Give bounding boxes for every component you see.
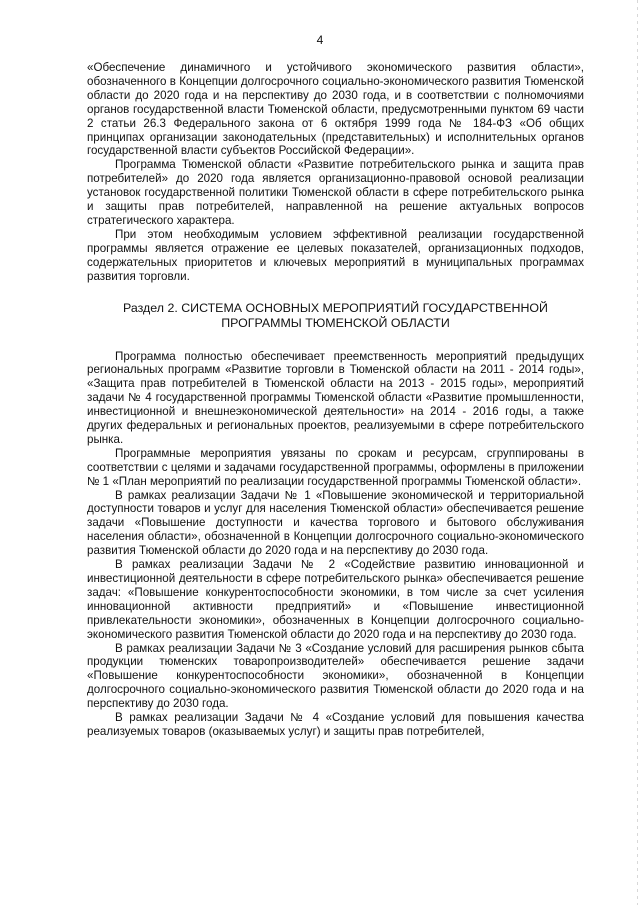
paragraph-task-3: В рамках реализации Задачи № 3 «Создание условий для расширения рынков сбыта продукции тюменских товаропроизводителей» обеспечивается решение задачи «Повышение конкурентоспособности экономики», обозначенной в Концепции долгосрочного социально-экономического развития Тюменской области до 2020 года и на перспективу до 2030 года. bbox=[87, 641, 584, 711]
paragraph-program-basis: Программа Тюменской области «Развитие потребительского рынка и защита прав потребителей» до 2020 года является организационно-правовой основой реализации установок государственной политики Тюменской области в сфере потребительского рынка и защиты прав потребителей, направленной на решение актуальных вопросов стратегического характера. bbox=[87, 158, 584, 227]
paragraph-continuation: «Обеспечение динамичного и устойчивого экономического развития области», обозначенного в Концепции долгосрочного социально-экономического развития Тюменской области до 2020 года и на перспективу до 2030 года, и в соответствии с полномочиями органов государственной власти Тюменской области, предусмотренными пунктом 69 части 2 статьи 26.3 Федерального закона от 6 октября 1999 года № 184-ФЗ «Об общих принципах организации законодательных (представительных) и исполнительных органов государственной власти субъектов Российской Федерации». bbox=[87, 61, 584, 158]
section-heading-line-2: ПРОГРАММЫ ТЮМЕНСКОЙ ОБЛАСТИ bbox=[221, 315, 450, 330]
paragraph-continuity: Программа полностью обеспечивает преемственность мероприятий предыдущих региональных программ «Развитие торговли в Тюменской области на 2011 - 2014 годы», «Защита прав потребителей в Тюменской области на 2013 - 2015 годы», мероприятий задачи № 4 государственной программы Тюменской области «Развитие промышленности, инвестиционной и внешнеэкономической деятельности» на 2014 - 2016 годы, а также других федеральных и региональных проектов, реализуемыми в сфере потребительского рынка. bbox=[87, 349, 584, 446]
paragraph-municipal-programs: При этом необходимым условием эффективной реализации государственной программы является отражение ее целевых показателей, организационных подходов, содержательных приоритетов и ключевых мероприятий в муниципальных программах развития торговли. bbox=[87, 227, 584, 283]
section-heading-line-1: Раздел 2. СИСТЕМА ОСНОВНЫХ МЕРОПРИЯТИЙ ГОСУДАРСТВЕННОЙ bbox=[123, 300, 548, 315]
paragraph-activities-linked: Программные мероприятия увязаны по срокам и ресурсам, сгруппированы в соответствии с целями и задачами государственной программы, оформлены в приложении № 1 «План мероприятий по реализации государственной программы Тюменской области». bbox=[87, 446, 584, 488]
document-body bbox=[87, 61, 584, 739]
scan-edge-artifact bbox=[637, 0, 638, 905]
paragraph-task-1: В рамках реализации Задачи № 1 «Повышение экономической и территориальной доступности товаров и услуг для населения Тюменской области» обеспечивается решение задачи «Повышение доступности и качества торгового и бытового обслуживания населения области», обозначенной в Концепции долгосрочного социально-экономического развития Тюменской области до 2020 года и на перспективу до 2030 года. bbox=[87, 488, 584, 558]
section-heading bbox=[87, 301, 584, 331]
paragraph-task-4: В рамках реализации Задачи № 4 «Создание условий для повышения качества реализуемых товаров (оказываемых услуг) и защиты прав потребителей, bbox=[87, 711, 584, 738]
page-number: 4 bbox=[316, 33, 324, 47]
paragraph-task-2: В рамках реализации Задачи № 2 «Содействие развитию инновационной и инвестиционной деятельности в сфере потребительского рынка» обеспечивается решение задач: «Повышение конкурентоспособности экономики, в том числе за счет усиления инновационной активности предприятий» и «Повышение инвестиционной привлекательности экономики», обозначенных в Концепции долгосрочного социально-экономического развития Тюменской области до 2020 года и на перспективу до 2030 года. bbox=[87, 558, 584, 641]
